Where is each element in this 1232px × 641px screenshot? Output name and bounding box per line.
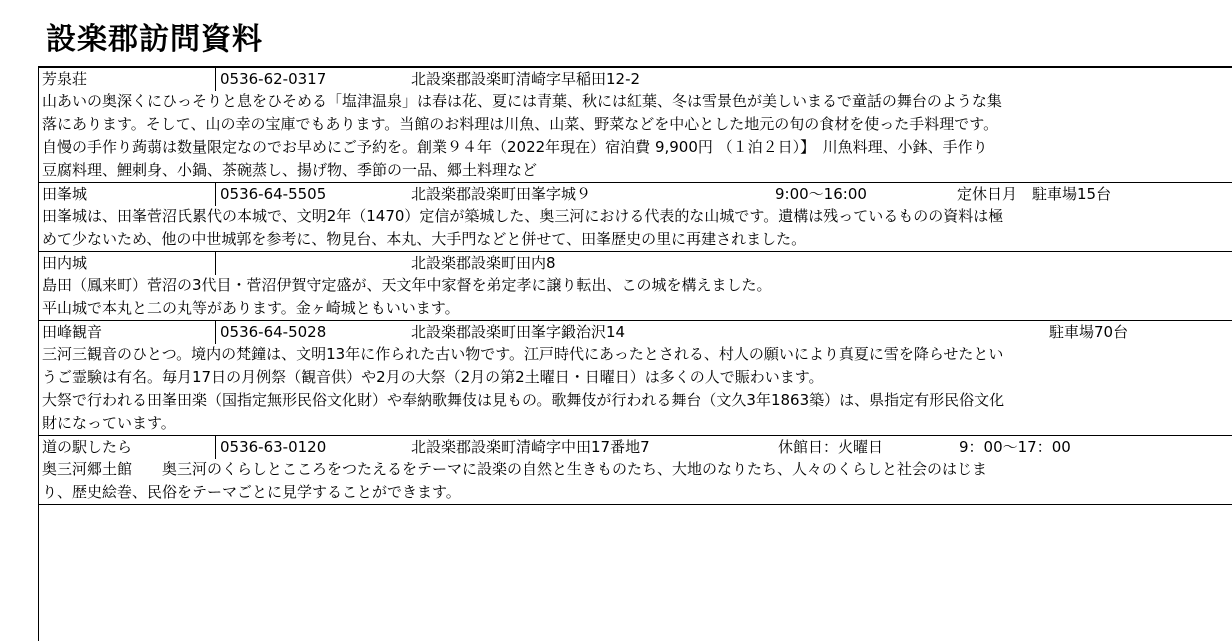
entry-name: 芳泉荘: [42, 70, 88, 88]
entry-description-line: 自慢の手作り蒟蒻は数量限定なのでお早めにご予約を。創業９４年（2022年現在）宿泊費 9,900円 （１泊２日）】 川魚料理、小鉢、手作り: [42, 138, 988, 156]
entry-description-line: 田峯城は、田峯菅沼氏累代の本城で、文明2年（1470）定信が築城した、奥三河における代表的な山城です。遺構は残っているものの資料は極: [42, 207, 1004, 225]
entry-address: 北設楽郡設楽町清崎字早稲田12-2: [411, 70, 641, 88]
entry-header-row: [39, 251, 1232, 274]
entry-description-line: 島田（鳳来町）菅沼の3代目・菅沼伊賀守定盛が、天文年中家督を弟定孝に譲り転出、この城を構えました。: [42, 276, 772, 294]
entry-description-line: 平山城で本丸と二の丸等があります。金ヶ崎城ともいいます。: [42, 299, 460, 317]
document-title: 設楽郡訪問資料: [46, 22, 263, 57]
entry-hours: 9：00～17：00: [959, 438, 1071, 456]
entry-name: 田峰観音: [42, 323, 103, 341]
entry-name: 田内城: [42, 254, 88, 272]
entry-description-line: 豆腐料理、鯉刺身、小鍋、茶碗蒸し、揚げ物、季節の一品、郷土料理など: [42, 161, 538, 179]
column-divider: [215, 183, 216, 206]
entry-description-line: 落にあります。そして、山の幸の宝庫でもあります。当館のお料理は川魚、山菜、野菜などを中心とした地元の旬の食材を使った手料理です。: [42, 115, 999, 133]
entry-phone: 0536-62-0317: [220, 70, 327, 88]
entry-phone: 0536-64-5028: [220, 323, 327, 341]
entry-address: 北設楽郡設楽町田峯字城９: [411, 185, 592, 203]
entry-hours: 9:00～16:00: [775, 185, 867, 203]
column-divider: [215, 321, 216, 344]
entry-header-row: [39, 435, 1232, 458]
column-divider: [215, 68, 216, 91]
column-divider: [215, 252, 216, 275]
entry-description-line: 大祭で行われる田峯田楽（国指定無形民俗文化財）や奉納歌舞伎は見もの。歌舞伎が行われる舞台（文久3年1863築）は、県指定有形民俗文化: [42, 391, 1005, 409]
entry-name: 田峯城: [42, 185, 88, 203]
entry-description-line: うご霊験は有名。毎月17日の月例祭（観音供）や2月の大祭（2月の第2土曜日・日曜日）は多くの人で賑わいます。: [42, 368, 824, 386]
entry-description-line: 財になっています。: [42, 414, 176, 432]
entry-description-line: めて少ないため、他の中世城郭を参考に、物見台、本丸、大手門などと併せて、田峯歴史の里に再建されました。: [42, 230, 807, 248]
table-bottom-border: [39, 504, 1232, 505]
entry-name: 道の駅したら: [42, 438, 133, 456]
entry-address: 北設楽郡設楽町田内8: [411, 254, 556, 272]
entry-header-row: [39, 67, 1232, 90]
entry-phone: 0536-63-0120: [220, 438, 327, 456]
entry-phone: 0536-64-5505: [220, 185, 327, 203]
entry-parking: 駐車場70台: [1049, 323, 1129, 341]
entry-description-line: 山あいの奥深くにひっそりと息をひそめる「塩津温泉」は春は花、夏には青葉、秋には紅葉、冬は雪景色が美しいまるで童話の舞台のような集: [42, 92, 1002, 110]
entry-closed-day: 休館日：火曜日: [778, 438, 884, 456]
entry-description-line: り、歴史絵巻、民俗をテーマごとに見学することができます。: [42, 483, 461, 501]
entry-closed-day: 定休日月 駐車場15台: [957, 185, 1112, 203]
column-divider: [215, 436, 216, 459]
entry-header-row: [39, 320, 1232, 343]
entry-address: 北設楽郡設楽町清崎字中田17番地7: [411, 438, 650, 456]
entry-header-row: [39, 182, 1232, 205]
visit-table: [38, 66, 1232, 641]
entry-address: 北設楽郡設楽町田峯字鍛治沢14: [411, 323, 626, 341]
entry-description-line: 奥三河郷土館 奥三河のくらしとこころをつたえるをテーマに設楽の自然と生きものたち、大地のなりたち、人々のくらしと社会のはじま: [42, 460, 988, 478]
entry-description-line: 三河三観音のひとつ。境内の梵鐘は、文明13年に作られた古い物です。江戸時代にあったとされる、村人の願いにより真夏に雪を降らせたとい: [42, 345, 1004, 363]
